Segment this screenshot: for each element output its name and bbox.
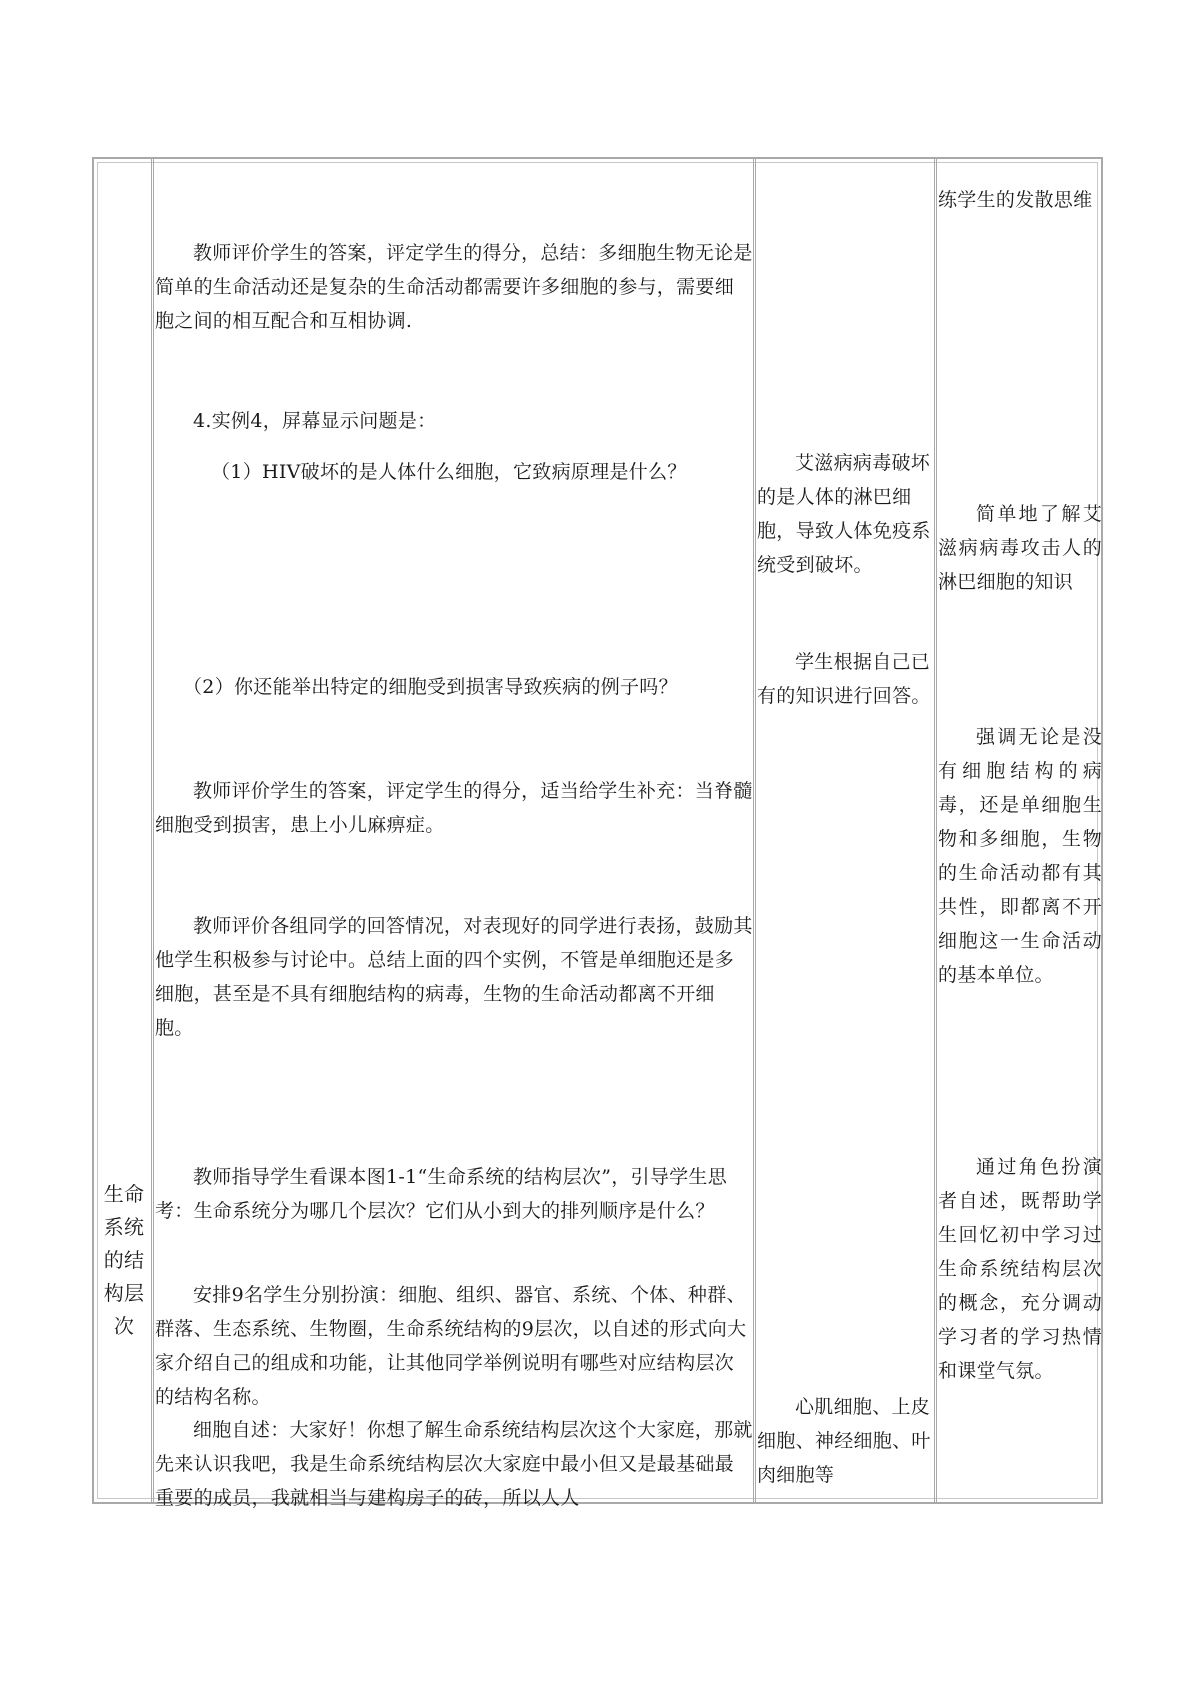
column-divider-2: [753, 157, 756, 1504]
student-answer-hiv: 艾滋病病毒破坏的是人体的淋巴细胞，导致人体免疫系统受到破坏。: [757, 452, 931, 576]
section-title: 生命系统的结构层次: [103, 1182, 145, 1338]
question-1: （1）HIV破坏的是人体什么细胞，它致病原理是什么？: [211, 461, 687, 483]
intent-divergent-thinking: 练学生的发散思维: [938, 189, 1093, 211]
intent-role-play: 通过角色扮演者自述，既帮助学生回忆初中学习过生命系统结构层次的概念，充分调动学习者的学习热情和课堂气氛。: [938, 1156, 1102, 1382]
intent-hiv-knowledge: 简单地了解艾滋病病毒攻击人的淋巴细胞的知识: [938, 503, 1102, 593]
paragraph-teacher-evaluation: 教师评价各组同学的回答情况，对表现好的同学进行表扬，鼓励其他学生积极参与讨论中。总结上面的四个实例，不管是单细胞还是多细胞，甚至是不具有细胞结构的病毒，生物的生命活动都离不开细胞。: [155, 915, 753, 1039]
student-answer-own-knowledge: 学生根据自己已有的知识进行回答。: [757, 651, 931, 707]
paragraph-teacher-guidance: 教师指导学生看课本图1-1“生命系统的结构层次”，引导学生思考：生命系统分为哪几个层次？它们从小到大的排列顺序是什么？: [155, 1166, 728, 1222]
paragraph-teacher-summary: 教师评价学生的答案，评定学生的得分，总结：多细胞生物无论是简单的生命活动还是复杂的生命活动都需要许多细胞的参与，需要细胞之间的相互配合和互相协调.: [155, 242, 753, 332]
student-answer-cell-examples: 心肌细胞、上皮细胞、神经细胞、叶肉细胞等: [757, 1396, 931, 1486]
paragraph-teacher-supplement: 教师评价学生的答案，评定学生的得分，适当给学生补充：当脊髓细胞受到损害，患上小儿麻痹症。: [155, 780, 753, 836]
intent-emphasize-cell-unit: 强调无论是没有细胞结构的病毒，还是单细胞生物和多细胞，生物的生命活动都有其共性，即都离不开细胞这一生命活动的基本单位。: [938, 726, 1102, 986]
paragraph-cell-self-intro: 细胞自述：大家好！你想了解生命系统结构层次这个大家庭，那就先来认识我吧，我是生命系统结构层次大家庭中最小但又是最基础最重要的成员，我就相当与建构房子的砖，所以人人: [155, 1419, 753, 1509]
column-divider-1: [151, 157, 154, 1504]
paragraph-example-4: 4.实例4，屏幕显示问题是：: [193, 410, 437, 432]
column-divider-3: [934, 157, 937, 1504]
question-2: （2）你还能举出特定的细胞受到损害导致疾病的例子吗？: [183, 676, 678, 698]
paragraph-role-play: 安排9名学生分别扮演：细胞、组织、器官、系统、个体、种群、群落、生态系统、生物圈，生命系统结构的9层次，以自述的形式向大家介绍自己的组成和功能，让其他同学举例说明有哪些对应结构层次的结构名称。: [155, 1284, 747, 1408]
